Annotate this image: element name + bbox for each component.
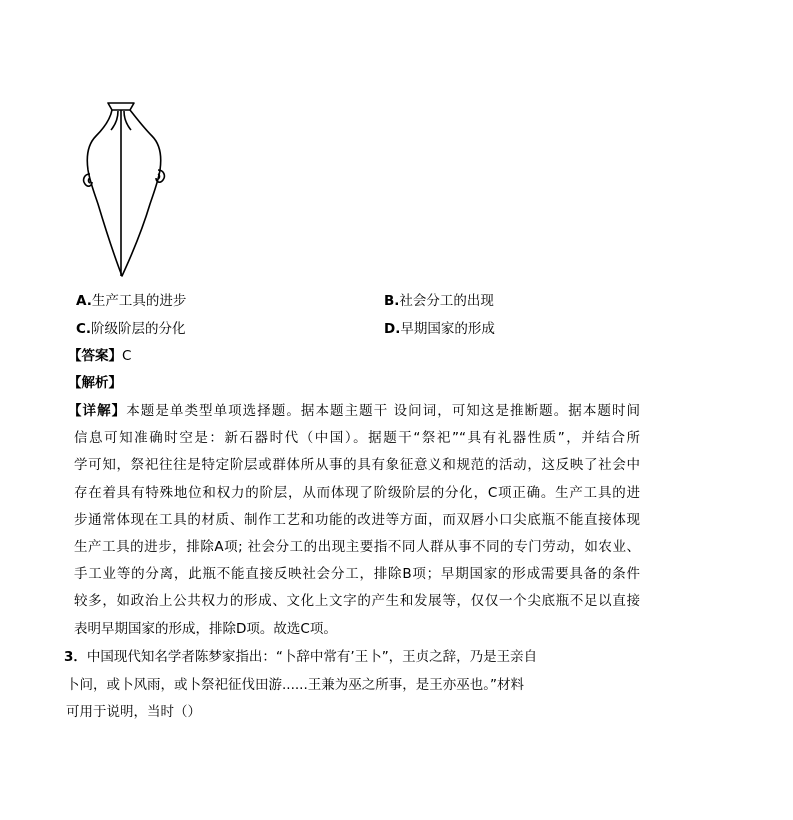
option-key: B. <box>384 293 400 309</box>
detail-line: 【详解】本题是单类型单项选择题。据本题主题干 设问词，可知这是推断题。据本题时间 <box>68 403 641 419</box>
detail-line: 步通常体现在工具的材质、制作工艺和功能的改进等方面，而双唇小口尖底瓶不能直接体现 <box>74 511 640 528</box>
detail-label: 【详解】 <box>68 403 127 419</box>
detail-line: 学可知，祭祀往往是特定阶层或群体所从事的具有象征意义和规范的活动，这反映了社会中 <box>74 457 640 474</box>
detail-line: 信息可知准确时空是：新石器时代（中国）。据题干“祭祀”“具有礼器性质”，并结合所 <box>74 430 640 447</box>
question-3-line-1 <box>64 648 537 666</box>
option-a[interactable] <box>76 292 186 310</box>
option-text: 社会分工的出现 <box>399 293 494 309</box>
analysis-line <box>68 374 122 392</box>
option-b[interactable] <box>384 292 494 310</box>
analysis-label: 【解析】 <box>68 375 122 391</box>
question-text: 中国现代知名学者陈梦家指出：“卜辞中常有’王卜”，王贞之辞，乃是王亲自 <box>86 649 538 665</box>
option-text: 阶级阶层的分化 <box>91 321 186 337</box>
option-text: 生产工具的进步 <box>91 293 187 309</box>
question-number: 3． <box>64 649 87 665</box>
detail-line: 存在着具有特殊地位和权力的阶层，从而体现了阶级阶层的分化，C项正确。生产工具的进 <box>74 484 640 501</box>
question-3-line-3: 可用于说明，当时（） <box>66 704 201 720</box>
question-3-line-2: 卜问，或卜风雨，或卜祭祀征伐田游......王兼为巫之所事，是王亦巫也。”材料 <box>66 677 524 693</box>
answer-line <box>68 347 131 365</box>
detail-line: 较多，如政治上公共权力的形成、文化上文字的产生和发展等，仅仅一个尖底瓶不足以直接 <box>74 593 640 610</box>
detail-line: 手工业等的分离，此瓶不能直接反映社会分工，排除B项；早期国家的形成需要具备的条件 <box>74 566 640 583</box>
answer-value: C <box>122 348 132 364</box>
detail-paragraph <box>68 398 641 643</box>
detail-line: 表明早期国家的形成，排除D项。故选C项。 <box>74 620 337 637</box>
option-key: D. <box>384 321 401 337</box>
detail-line: 生产工具的进步，排除A项; 社会分工的出现主要指不同人群从事不同的专门劳动，如农业、 <box>74 538 640 555</box>
option-key: A. <box>76 293 92 309</box>
option-d[interactable] <box>384 320 495 338</box>
option-c[interactable] <box>76 320 186 338</box>
pottery-vase-icon <box>78 100 170 280</box>
answer-label: 【答案】 <box>68 348 122 364</box>
option-text: 早期国家的形成 <box>400 321 495 337</box>
option-key: C. <box>76 321 92 337</box>
